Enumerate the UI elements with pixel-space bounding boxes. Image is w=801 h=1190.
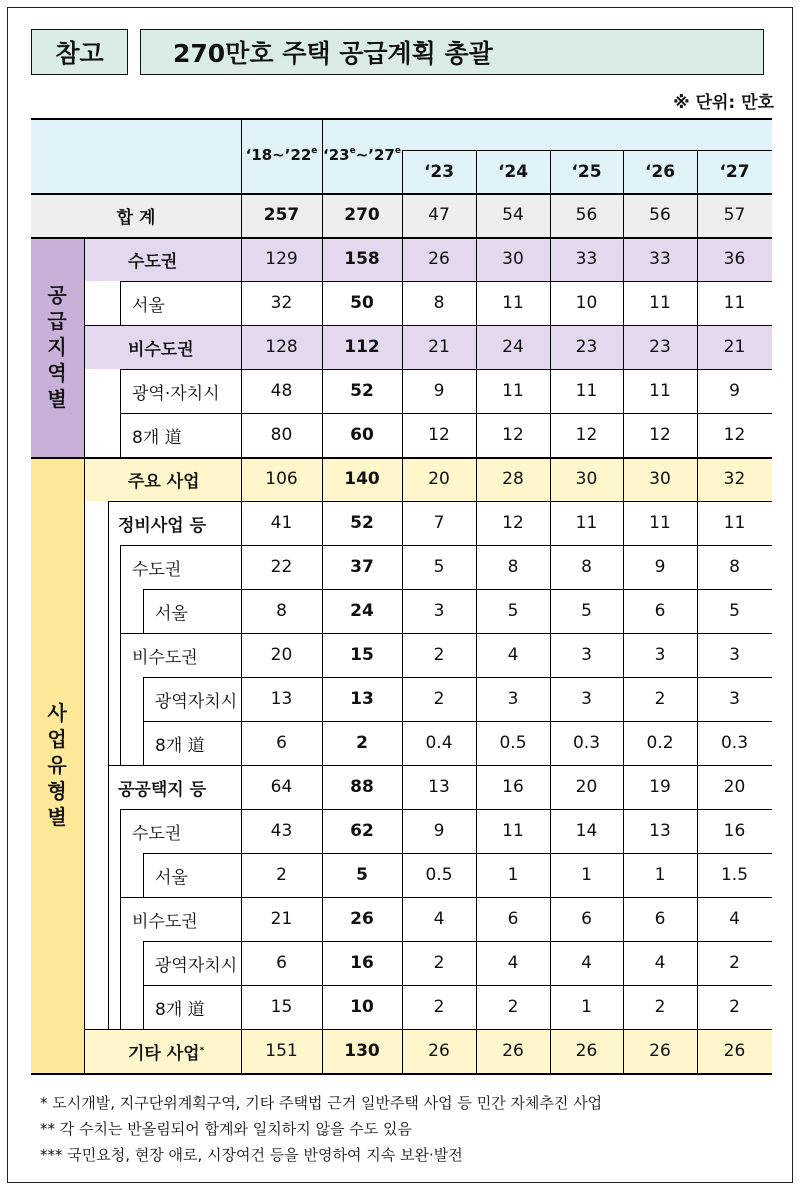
- rule: [120, 369, 121, 457]
- value-cell: 80: [270, 425, 293, 445]
- rule: [108, 765, 772, 766]
- rule: [108, 501, 109, 1029]
- value-cell: 0.2: [646, 733, 674, 753]
- col-header-2023-2027: [322, 118, 402, 193]
- value-cell: 0.5: [499, 733, 527, 753]
- value-cell: 9: [729, 381, 740, 401]
- value-cell: 0.5: [425, 865, 453, 885]
- value-cell: 4: [654, 953, 666, 973]
- row-label: 수도권: [132, 559, 182, 580]
- value-cell: 3: [729, 689, 740, 709]
- rule: [31, 118, 772, 120]
- value-cell: 106: [265, 469, 298, 489]
- value-cell: 3: [581, 689, 592, 709]
- row-label: 비수도권: [132, 647, 198, 668]
- col-header-text: ‘18~’22: [245, 146, 312, 164]
- value-cell: 56: [649, 205, 671, 225]
- rule: [120, 633, 772, 634]
- value-cell: 11: [649, 513, 671, 533]
- value-cell: 28: [502, 469, 524, 489]
- value-cell: 23: [575, 337, 598, 357]
- value-cell: 7: [433, 513, 445, 533]
- value-cell: 13: [649, 821, 671, 841]
- value-cell: 9: [433, 381, 445, 401]
- value-cell: 64: [270, 777, 293, 797]
- value-cell: 2: [654, 689, 666, 709]
- value-cell: 2: [276, 865, 287, 885]
- value-cell: 26: [649, 1041, 671, 1061]
- value-cell: 22: [270, 557, 293, 577]
- footnote-2: ** 각 수치는 반올림되어 합계와 일치하지 않을 수도 있음: [40, 1120, 412, 1138]
- value-cell: 26: [502, 1041, 524, 1061]
- value-cell: 1: [654, 865, 666, 885]
- rule: [120, 281, 772, 282]
- value-cell: 26: [428, 1041, 450, 1061]
- value-cell: 62: [350, 821, 374, 841]
- col-header-year: ‘26: [644, 161, 676, 182]
- value-cell: 13: [350, 689, 374, 709]
- rule: [143, 941, 772, 942]
- row-label: 8개 道: [155, 999, 205, 1020]
- rule: [143, 853, 772, 854]
- value-cell: 32: [270, 293, 293, 313]
- value-cell: 4: [507, 645, 519, 665]
- value-cell: 6: [654, 601, 666, 621]
- value-cell: 1: [507, 865, 519, 885]
- value-cell: 130: [344, 1041, 380, 1061]
- value-cell: 15: [350, 645, 374, 665]
- value-cell: 5: [581, 601, 592, 621]
- rule: [143, 589, 144, 633]
- value-cell: 20: [428, 469, 450, 489]
- value-cell: 1: [581, 997, 592, 1017]
- row-label: 비수도권: [132, 911, 198, 932]
- value-cell: 257: [263, 205, 300, 225]
- rule: [120, 281, 121, 325]
- footnote-mark: *: [199, 1046, 205, 1056]
- row-label: 공공택지 등: [118, 779, 207, 800]
- row-label: 서울: [155, 867, 188, 888]
- value-cell: 9: [433, 821, 445, 841]
- value-cell: 11: [502, 821, 524, 841]
- value-cell: 26: [350, 909, 374, 929]
- value-cell: 47: [428, 205, 450, 225]
- value-cell: 9: [654, 557, 666, 577]
- value-cell: 5: [729, 601, 740, 621]
- row-label: 정비사업 등: [118, 515, 207, 536]
- row-label: 합 계: [116, 207, 156, 228]
- value-cell: 8: [729, 557, 740, 577]
- value-cell: 21: [723, 337, 746, 357]
- value-cell: 4: [729, 909, 740, 929]
- row-label: 8개 道: [155, 735, 205, 756]
- row-label: 광역·자치시: [132, 383, 220, 404]
- col-header-year: ‘25: [571, 161, 602, 182]
- reference-tag: 참고: [31, 29, 128, 75]
- value-cell: 11: [649, 293, 671, 313]
- value-cell: 8: [276, 601, 287, 621]
- value-cell: 26: [723, 1041, 746, 1061]
- value-cell: 5: [507, 601, 519, 621]
- value-cell: 1: [581, 865, 592, 885]
- rule: [402, 150, 403, 1073]
- value-cell: 2: [729, 997, 740, 1017]
- row-label: 수도권: [132, 823, 182, 844]
- value-cell: 33: [649, 249, 671, 269]
- value-cell: 128: [265, 337, 298, 357]
- value-cell: 48: [270, 381, 293, 401]
- value-cell: 52: [350, 381, 374, 401]
- value-cell: 8: [507, 557, 519, 577]
- col-header-year: ‘24: [497, 161, 529, 182]
- value-cell: 16: [350, 953, 374, 973]
- rule: [143, 677, 144, 765]
- region-group-label: 공 급 지 역 별: [47, 283, 67, 411]
- value-cell: 2: [433, 997, 445, 1017]
- value-cell: 10: [350, 997, 374, 1017]
- value-cell: 2: [433, 953, 445, 973]
- row-label: 8개 道: [132, 427, 182, 448]
- row-label: 기타 사업 *: [128, 1043, 205, 1064]
- business-group-label: 사 업 유 형 별: [47, 701, 67, 829]
- footnote-3: *** 국민요청, 현장 애로, 시장여건 등을 반영하여 지속 보완·발전: [40, 1146, 463, 1164]
- value-cell: 5: [433, 557, 445, 577]
- footnotes: [40, 1090, 602, 1168]
- value-cell: 0.3: [720, 733, 749, 753]
- estimate-mark: e: [311, 146, 318, 156]
- value-cell: 36: [723, 249, 746, 269]
- rule: [697, 150, 698, 1073]
- col-header-text: ~’27: [355, 146, 395, 164]
- value-cell: 6: [276, 733, 287, 753]
- value-cell: 270: [344, 205, 380, 225]
- row-label: 광역자치시: [155, 691, 238, 712]
- supply-plan-table: [31, 118, 772, 1080]
- value-cell: 3: [654, 645, 666, 665]
- value-cell: 20: [575, 777, 598, 797]
- value-cell: 12: [723, 425, 746, 445]
- value-cell: 32: [723, 469, 746, 489]
- row-label: 서울: [132, 295, 165, 316]
- value-cell: 11: [502, 381, 524, 401]
- value-cell: 2: [729, 953, 740, 973]
- value-cell: 6: [581, 909, 592, 929]
- value-cell: 23: [649, 337, 671, 357]
- value-cell: 26: [428, 249, 450, 269]
- value-cell: 3: [729, 645, 740, 665]
- value-cell: 16: [502, 777, 524, 797]
- value-cell: 10: [575, 293, 598, 313]
- rule: [550, 150, 551, 1073]
- value-cell: 158: [344, 249, 380, 269]
- value-cell: 11: [649, 381, 671, 401]
- value-cell: 13: [270, 689, 293, 709]
- value-cell: 0.4: [425, 733, 453, 753]
- value-cell: 43: [270, 821, 293, 841]
- value-cell: 11: [575, 381, 598, 401]
- value-cell: 11: [723, 513, 746, 533]
- rule: [143, 853, 144, 897]
- col-header-year: ‘27: [719, 161, 750, 182]
- row-label: 수도권: [128, 251, 178, 272]
- page-title: 270만호 주택 공급계획 총괄: [140, 29, 764, 75]
- value-cell: 8: [433, 293, 445, 313]
- value-cell: 112: [344, 337, 380, 357]
- value-cell: 19: [649, 777, 671, 797]
- row-label: 광역자치시: [155, 955, 238, 976]
- rule: [402, 150, 772, 151]
- value-cell: 41: [270, 513, 293, 533]
- rule: [120, 809, 772, 810]
- rule: [623, 150, 624, 1073]
- value-cell: 26: [575, 1041, 598, 1061]
- rule: [120, 897, 772, 898]
- value-cell: 8: [581, 557, 592, 577]
- col-header-2018-2022: [241, 118, 322, 193]
- value-cell: 60: [350, 425, 374, 445]
- value-cell: 21: [270, 909, 293, 929]
- value-cell: 11: [575, 513, 598, 533]
- rule: [476, 150, 477, 1073]
- value-cell: 14: [575, 821, 598, 841]
- value-cell: 37: [350, 557, 374, 577]
- value-cell: 30: [575, 469, 598, 489]
- rule: [108, 501, 772, 502]
- value-cell: 4: [507, 953, 519, 973]
- value-cell: 5: [356, 865, 368, 885]
- value-cell: 52: [350, 513, 374, 533]
- rule: [143, 721, 772, 722]
- value-cell: 50: [350, 293, 374, 313]
- rule: [120, 545, 772, 546]
- value-cell: 2: [507, 997, 519, 1017]
- rule: [120, 545, 121, 765]
- rule: [143, 941, 144, 1029]
- rule: [322, 118, 323, 1073]
- value-cell: 21: [428, 337, 450, 357]
- value-cell: 129: [265, 249, 298, 269]
- value-cell: 2: [356, 733, 368, 753]
- rule: [84, 1029, 772, 1030]
- value-cell: 12: [428, 425, 450, 445]
- value-cell: 24: [350, 601, 374, 621]
- value-cell: 20: [270, 645, 293, 665]
- value-cell: 12: [649, 425, 671, 445]
- value-cell: 30: [649, 469, 671, 489]
- value-cell: 11: [723, 293, 746, 313]
- estimate-mark: e: [349, 146, 356, 156]
- value-cell: 1.5: [720, 865, 749, 885]
- value-cell: 12: [575, 425, 598, 445]
- value-cell: 12: [502, 425, 524, 445]
- estimate-mark: e: [394, 146, 401, 156]
- rule: [120, 413, 772, 414]
- col-header-text: ‘23: [323, 146, 350, 164]
- rule: [84, 237, 85, 457]
- value-cell: 16: [723, 821, 746, 841]
- value-cell: 2: [654, 997, 666, 1017]
- footnote-1: * 도시개발, 지구단위계획구역, 기타 주택법 근거 일반주택 사업 등 민간 자체추진 사업: [40, 1094, 603, 1112]
- value-cell: 140: [344, 469, 380, 489]
- value-cell: 2: [433, 645, 445, 665]
- value-cell: 20: [723, 777, 746, 797]
- value-cell: 56: [575, 205, 598, 225]
- value-cell: 3: [581, 645, 592, 665]
- rule: [143, 985, 772, 986]
- row-label: 서울: [155, 603, 188, 624]
- value-cell: 24: [502, 337, 524, 357]
- value-cell: 2: [433, 689, 445, 709]
- value-cell: 4: [433, 909, 445, 929]
- value-cell: 13: [428, 777, 450, 797]
- value-cell: 0.3: [572, 733, 601, 753]
- rule: [120, 369, 772, 370]
- value-cell: 6: [276, 953, 287, 973]
- value-cell: 88: [350, 777, 374, 797]
- value-cell: 33: [575, 249, 598, 269]
- value-cell: 54: [502, 205, 524, 225]
- unit-note: ※ 단위: 만호: [673, 93, 774, 113]
- value-cell: 15: [270, 997, 293, 1017]
- rule: [84, 325, 772, 326]
- rule: [84, 457, 85, 1073]
- col-header-year: ‘23: [423, 161, 455, 182]
- value-cell: 57: [723, 205, 746, 225]
- rule: [241, 118, 242, 1073]
- rule: [31, 1073, 772, 1075]
- value-cell: 12: [502, 513, 524, 533]
- row-label: 주요 사업: [128, 471, 200, 492]
- row-label: 비수도권: [128, 339, 194, 360]
- value-cell: 6: [507, 909, 519, 929]
- value-cell: 4: [581, 953, 592, 973]
- value-cell: 151: [265, 1041, 298, 1061]
- value-cell: 6: [654, 909, 666, 929]
- value-cell: 3: [507, 689, 519, 709]
- rule: [120, 809, 121, 1029]
- rule: [143, 677, 772, 678]
- value-cell: 30: [502, 249, 524, 269]
- rule: [143, 589, 772, 590]
- value-cell: 3: [433, 601, 445, 621]
- value-cell: 11: [502, 293, 524, 313]
